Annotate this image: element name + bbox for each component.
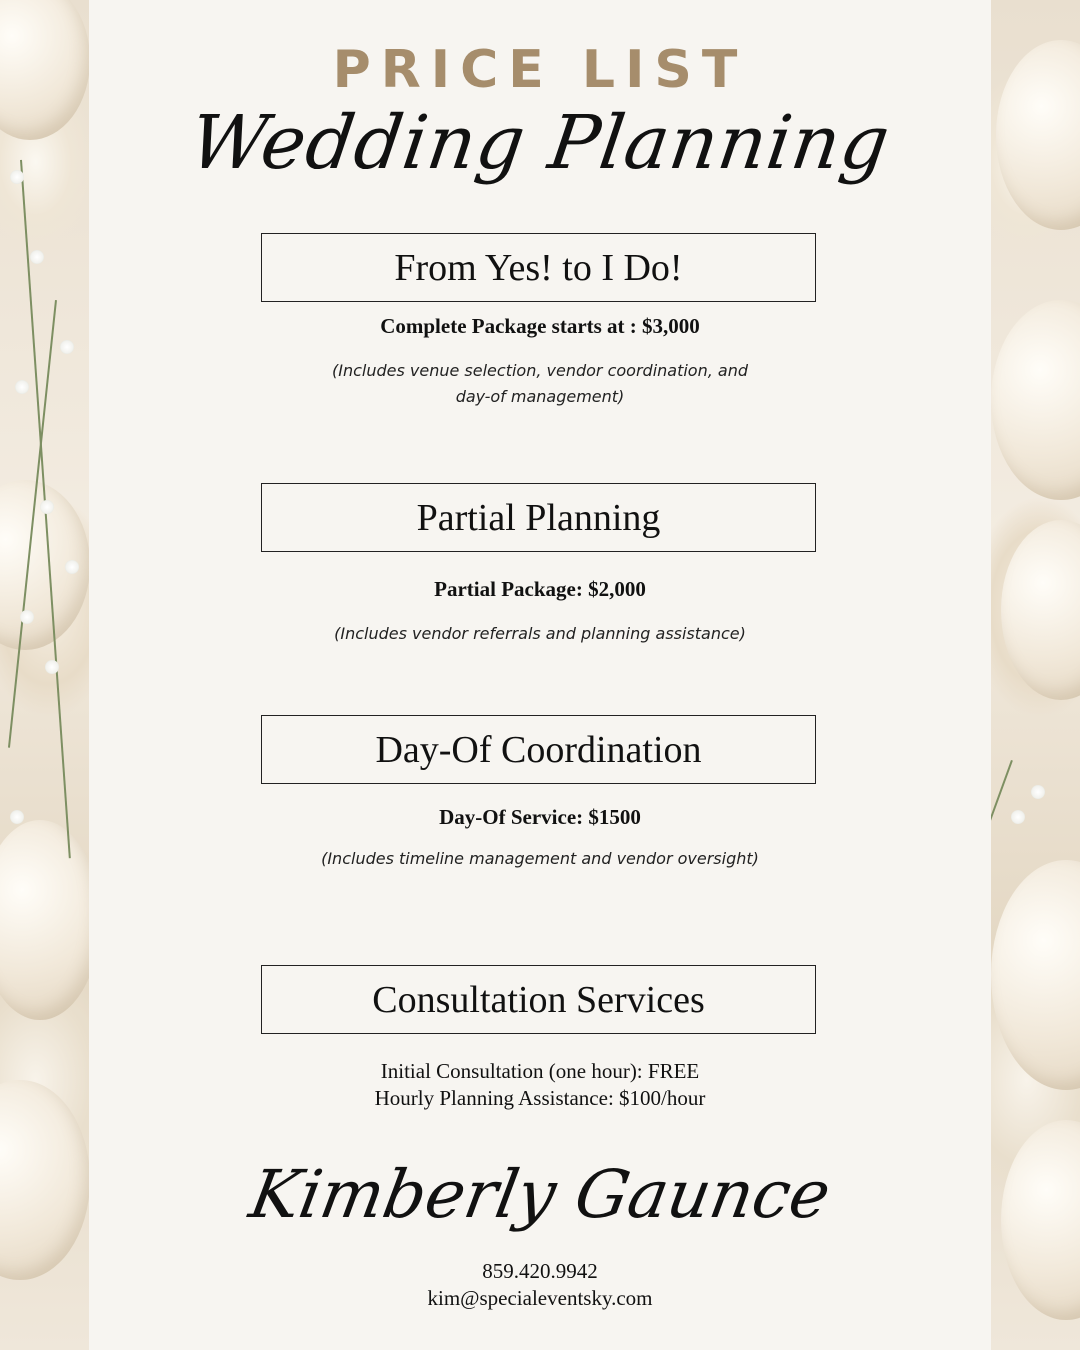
rose-petal-decoration <box>991 300 1080 500</box>
email-address: kim@specialeventsky.com <box>427 1286 653 1310</box>
consultation-details <box>89 1058 991 1112</box>
babys-breath-decoration <box>60 340 74 354</box>
babys-breath-decoration <box>15 380 29 394</box>
rose-petal-decoration <box>0 820 89 1020</box>
package-price: Complete Package starts at : $3,000 <box>380 314 700 338</box>
package-note: (Includes vendor referrals and planning assistance) <box>334 624 746 643</box>
package-price: Day-Of Service: $1500 <box>439 805 641 829</box>
package-note: (Includes venue selection, vendor coordination, and day-of management) <box>332 361 748 406</box>
consultation-line: Hourly Planning Assistance: $100/hour <box>374 1086 706 1110</box>
rose-petal-decoration <box>1001 1120 1080 1320</box>
package-title-box <box>261 233 816 302</box>
rose-petal-decoration <box>0 1080 89 1280</box>
babys-breath-decoration <box>10 810 24 824</box>
consultation-title-box <box>261 965 816 1034</box>
phone-number: 859.420.9942 <box>482 1259 598 1283</box>
signature: Kimberly Gaunce <box>244 1156 837 1233</box>
package-note: (Includes timeline management and vendor oversight) <box>321 849 759 868</box>
package-title: From Yes! to I Do! <box>394 246 683 289</box>
package-title: Day-Of Coordination <box>375 728 702 771</box>
floral-border-right <box>991 0 1080 1350</box>
stem-decoration <box>991 760 1013 855</box>
package-title-box <box>261 715 816 784</box>
floral-border-left <box>0 0 89 1350</box>
babys-breath-decoration <box>1011 810 1025 824</box>
babys-breath-decoration <box>10 170 24 184</box>
package-title-box <box>261 483 816 552</box>
babys-breath-decoration <box>65 560 79 574</box>
rose-petal-decoration <box>996 40 1080 230</box>
babys-breath-decoration <box>30 250 44 264</box>
price-list-heading: PRICE LIST <box>332 40 748 100</box>
babys-breath-decoration <box>20 610 34 624</box>
rose-petal-decoration <box>1001 520 1080 700</box>
price-list-panel <box>89 0 991 1350</box>
babys-breath-decoration <box>40 500 54 514</box>
babys-breath-decoration <box>1031 785 1045 799</box>
package-title: Partial Planning <box>416 496 661 539</box>
rose-petal-decoration <box>0 0 89 140</box>
package-price: Partial Package: $2,000 <box>434 577 646 601</box>
rose-petal-decoration <box>991 860 1080 1090</box>
wedding-planning-title: Wedding Planning <box>184 100 896 186</box>
consultation-title: Consultation Services <box>372 978 705 1021</box>
babys-breath-decoration <box>45 660 59 674</box>
contact-info <box>89 1258 991 1312</box>
consultation-line: Initial Consultation (one hour): FREE <box>380 1059 700 1083</box>
